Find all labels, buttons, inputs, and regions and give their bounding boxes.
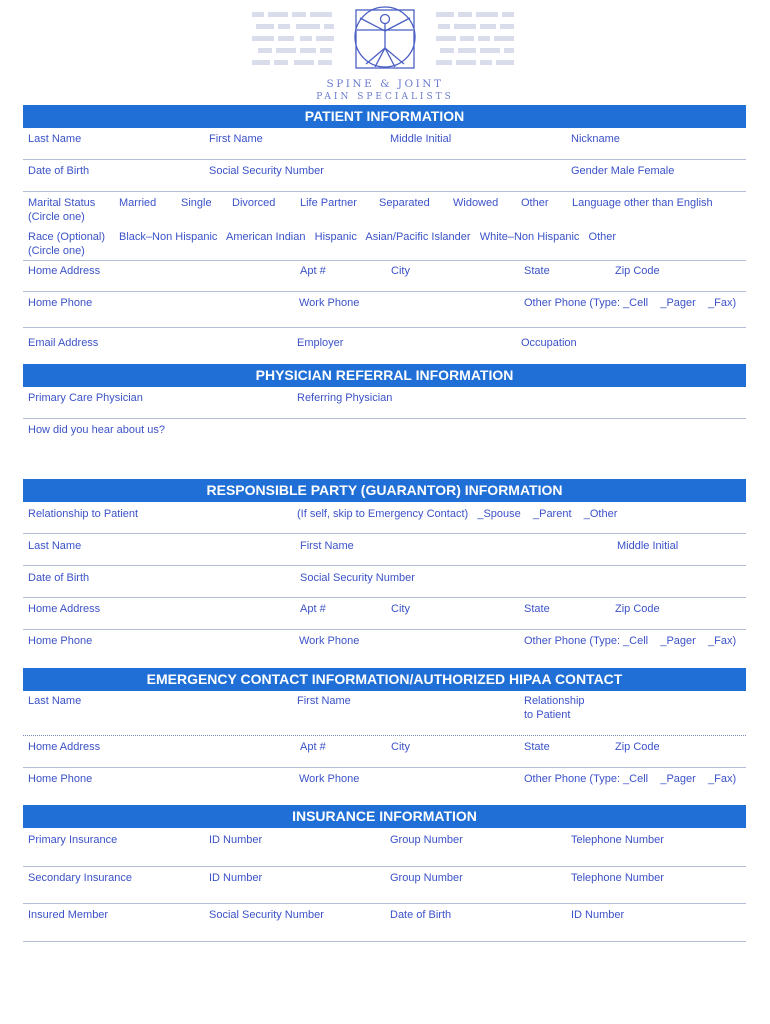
patient-city-label: City [391, 265, 410, 277]
clinic-logo [250, 4, 520, 104]
primary-insurance-label: Primary Insurance [28, 834, 118, 846]
patient-email-label: Email Address [28, 337, 99, 349]
primary-group-number-label: Group Number [390, 834, 463, 846]
guarantor-row-3-line[interactable] [23, 597, 746, 598]
guarantor-home-phone-label: Home Phone [28, 635, 93, 647]
guarantor-city-label: City [391, 603, 410, 615]
emergency-address-label: Home Address [28, 741, 101, 753]
guarantor-row-1-line[interactable] [23, 533, 746, 534]
guarantor-apt-label: Apt # [300, 603, 326, 615]
primary-id-number-label: ID Number [209, 834, 263, 846]
patient-address-label: Home Address [28, 265, 101, 277]
marital-option-separated[interactable]: Separated [379, 197, 430, 209]
secondary-telephone-label: Telephone Number [571, 872, 664, 884]
emergency-last-name-label: Last Name [28, 695, 82, 707]
secondary-group-number-label: Group Number [390, 872, 463, 884]
guarantor-other-phone-label[interactable]: Other Phone (Type: _Cell _Pager _Fax) [524, 635, 737, 647]
brand-line-1: SPINE & JOINT [326, 78, 444, 90]
guarantor-zip-label: Zip Code [615, 603, 660, 615]
guarantor-if-self-options[interactable]: (If self, skip to Emergency Contact) _Spouse _Parent _Other [297, 508, 618, 520]
insured-ssn-label: Social Security Number [209, 909, 324, 921]
patient-apt-label: Apt # [300, 265, 326, 277]
guarantor-middle-initial-label: Middle Initial [617, 540, 679, 552]
secondary-insurance-label: Secondary Insurance [28, 872, 132, 884]
patient-zip-label: Zip Code [615, 265, 660, 277]
emergency-city-label: City [391, 741, 410, 753]
secondary-id-number-label: ID Number [209, 872, 263, 884]
marital-option-single[interactable]: Single [181, 197, 212, 209]
emergency-row-2-line[interactable] [23, 767, 746, 768]
guarantor-state-label: State [524, 603, 550, 615]
guarantor-first-name-label: First Name [300, 540, 354, 552]
marital-status-label: Marital Status [28, 197, 96, 209]
insurance-row-3-line[interactable] [23, 941, 746, 942]
primary-care-physician-label: Primary Care Physician [28, 392, 143, 404]
emergency-work-phone-label: Work Phone [299, 773, 360, 785]
marital-option-widowed[interactable]: Widowed [453, 197, 499, 209]
emergency-other-phone-label[interactable]: Other Phone (Type: _Cell _Pager _Fax) [524, 773, 737, 785]
vitruvian-man-icon [250, 4, 520, 78]
patient-employer-label: Employer [297, 337, 344, 349]
patient-ssn-label: Social Security Number [209, 165, 324, 177]
marital-circle-one-label: (Circle one) [28, 211, 85, 223]
patient-last-name-label: Last Name [28, 133, 82, 145]
patient-other-phone-label[interactable]: Other Phone (Type: _Cell _Pager _Fax) [524, 297, 737, 309]
insurance-row-2-line[interactable] [23, 903, 746, 904]
patient-gender-label[interactable]: Gender Male Female [571, 165, 675, 177]
guarantor-work-phone-label: Work Phone [299, 635, 360, 647]
physician-row-1-line[interactable] [23, 418, 746, 419]
patient-work-phone-label: Work Phone [299, 297, 360, 309]
patient-row-3-line[interactable] [23, 260, 746, 261]
guarantor-relationship-label: Relationship to Patient [28, 508, 139, 520]
patient-occupation-label: Occupation [521, 337, 577, 349]
patient-nickname-label: Nickname [571, 133, 620, 145]
marital-option-other[interactable]: Other [521, 197, 549, 209]
guarantor-ssn-label: Social Security Number [300, 572, 415, 584]
patient-home-phone-label: Home Phone [28, 297, 93, 309]
insured-dob-label: Date of Birth [390, 909, 452, 921]
patient-dob-label: Date of Birth [28, 165, 90, 177]
patient-row-1-line[interactable] [23, 159, 746, 160]
marital-option-married[interactable]: Married [119, 197, 157, 209]
primary-telephone-label: Telephone Number [571, 834, 664, 846]
emergency-state-label: State [524, 741, 550, 753]
race-circle-one-label: (Circle one) [28, 245, 85, 257]
language-label: Language other than English [572, 197, 713, 209]
emergency-home-phone-label: Home Phone [28, 773, 93, 785]
insurance-header: INSURANCE INFORMATION [23, 805, 746, 828]
emergency-relationship-label-2: to Patient [524, 709, 571, 721]
emergency-relationship-label: Relationship [524, 695, 585, 707]
patient-row-2-line[interactable] [23, 191, 746, 192]
guarantor-last-name-label: Last Name [28, 540, 82, 552]
insurance-row-1-line[interactable] [23, 866, 746, 867]
how-heard-label: How did you hear about us? [28, 424, 165, 436]
patient-first-name-label: First Name [209, 133, 263, 145]
patient-row-4-line[interactable] [23, 291, 746, 292]
insured-id-number-label: ID Number [571, 909, 625, 921]
patient-row-5-line[interactable] [23, 327, 746, 328]
emergency-contact-header: EMERGENCY CONTACT INFORMATION/AUTHORIZED HIPAA CONTACT [23, 668, 746, 691]
marital-option-life-partner[interactable]: Life Partner [300, 197, 357, 209]
insured-member-label: Insured Member [28, 909, 109, 921]
referring-physician-label: Referring Physician [297, 392, 393, 404]
physician-referral-header: PHYSICIAN REFERRAL INFORMATION [23, 364, 746, 387]
guarantor-address-label: Home Address [28, 603, 101, 615]
guarantor-dob-label: Date of Birth [28, 572, 90, 584]
patient-middle-initial-label: Middle Initial [390, 133, 452, 145]
guarantor-header: RESPONSIBLE PARTY (GUARANTOR) INFORMATION [23, 479, 746, 502]
emergency-apt-label: Apt # [300, 741, 326, 753]
emergency-zip-label: Zip Code [615, 741, 660, 753]
emergency-first-name-label: First Name [297, 695, 351, 707]
patient-state-label: State [524, 265, 550, 277]
guarantor-row-4-line[interactable] [23, 629, 746, 630]
patient-info-header: PATIENT INFORMATION [23, 105, 746, 128]
emergency-row-1-line[interactable] [23, 735, 746, 736]
marital-option-divorced[interactable]: Divorced [232, 197, 276, 209]
race-options[interactable]: Black–Non Hispanic American Indian Hispanic Asian/Pacific Islander White–Non Hispanic Other [119, 231, 617, 243]
brand-line-2: PAIN SPECIALISTS [316, 92, 454, 102]
race-label: Race (Optional) [28, 231, 106, 243]
guarantor-row-2-line[interactable] [23, 565, 746, 566]
